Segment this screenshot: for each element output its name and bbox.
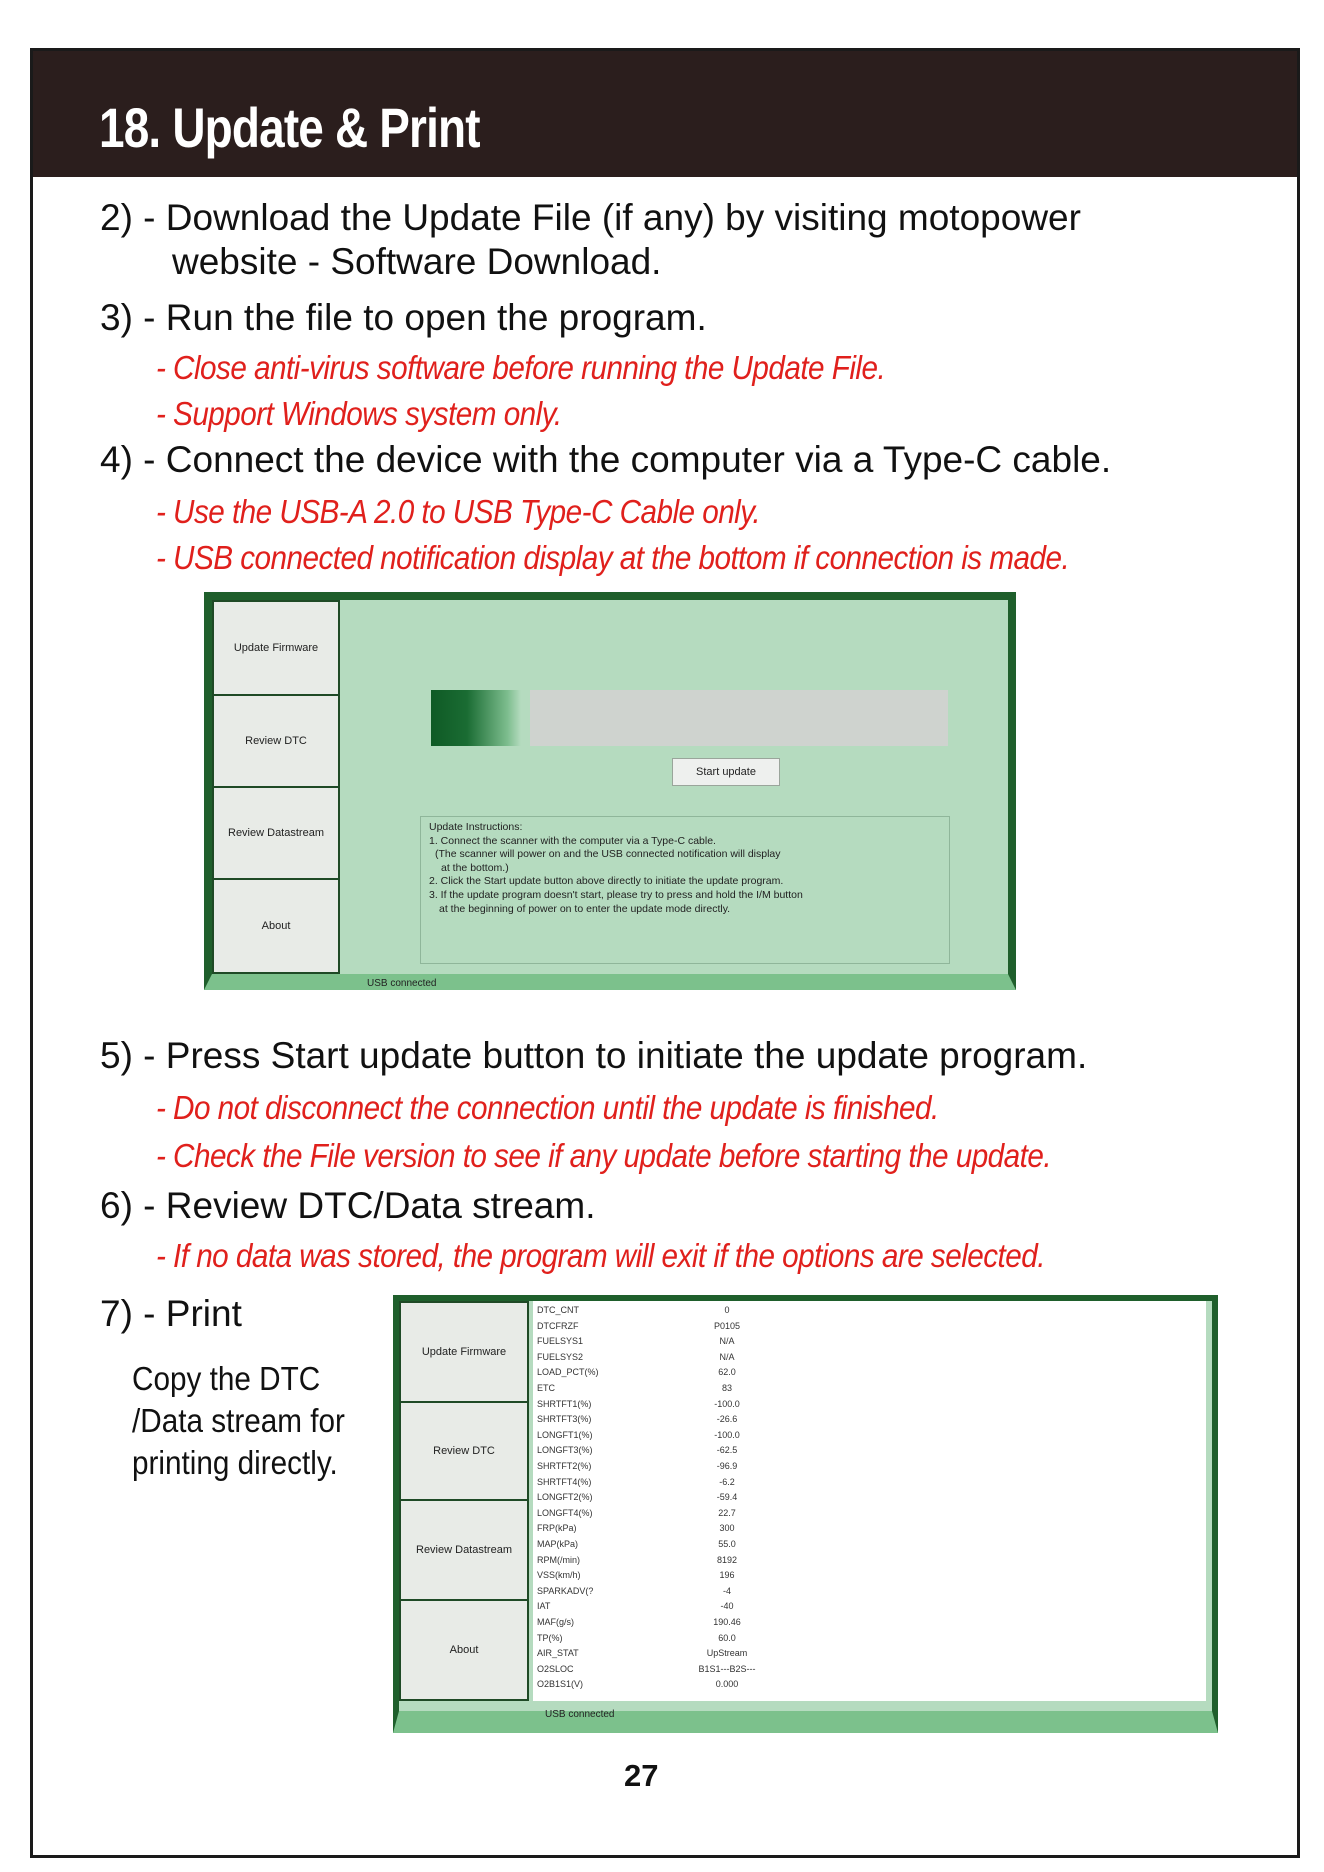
instruction-line: (The scanner will power on and the USB connected notification will display	[435, 848, 781, 861]
step-7-description	[132, 1358, 345, 1484]
datastream-value: 22.7	[718, 1507, 736, 1518]
step-7-desc-line: /Data stream for	[132, 1402, 345, 1439]
datastream-row	[537, 1367, 837, 1379]
step-5-text: 5) - Press Start update button to initiate the update program.	[100, 1035, 1088, 1076]
datastream-value: 55.0	[718, 1539, 736, 1549]
datastream-key: ETC	[537, 1383, 555, 1393]
datastream-row	[537, 1305, 837, 1317]
datastream-row	[537, 1414, 837, 1426]
tab-review-dtc[interactable]: Review DTC	[212, 694, 340, 788]
datastream-value: -62.5	[716, 1445, 738, 1456]
datastream-row	[537, 1508, 837, 1520]
datastream-key: DTC_CNT	[537, 1305, 579, 1315]
datastream-row	[537, 1523, 837, 1535]
datastream-value: 83	[721, 1383, 732, 1393]
instruction-line: at the beginning of power on to enter the update mode directly.	[439, 902, 731, 915]
step-7-desc-line: printing directly.	[132, 1444, 338, 1481]
instruction-line: 3. If the update program doesn't start, please try to press and hold the I/M button	[429, 888, 803, 901]
datastream-value: 60.0	[718, 1632, 736, 1643]
step-2-text: 2) - Download the Update File (if any) by visiting motopower	[100, 197, 1081, 238]
datastream-value: 8192	[716, 1554, 738, 1565]
datastream-row	[537, 1633, 837, 1645]
datastream-key: O2B1S1(V)	[537, 1679, 584, 1690]
datastream-key: FUELSYS2	[537, 1351, 584, 1362]
datastream-value: N/A	[719, 1351, 735, 1362]
step-5-note-1: - Do not disconnect the connection until the update is finished.	[156, 1089, 939, 1126]
datastream-value: 190.46	[713, 1617, 741, 1627]
datastream-value: -59.4	[716, 1492, 738, 1503]
datastream-key: VSS(km/h)	[537, 1570, 581, 1581]
step-4-note-2: - USB connected notification display at the bottom if connection is made.	[156, 539, 1070, 576]
step-6-note-1: - If no data was stored, the program will exit if the options are selected.	[156, 1237, 1045, 1274]
tab-review-datastream[interactable]: Review Datastream	[212, 786, 340, 880]
step-6-text: 6) - Review DTC/Data stream.	[100, 1185, 596, 1226]
datastream-key: SHRTFT2(%)	[537, 1461, 592, 1471]
datastream-row	[537, 1352, 837, 1364]
datastream-row	[537, 1664, 837, 1676]
datastream-value: 62.0	[718, 1367, 736, 1378]
datastream-row	[537, 1477, 837, 1489]
datastream-value: 0.000	[715, 1679, 739, 1690]
datastream-row	[537, 1555, 837, 1567]
tab-about[interactable]: About	[399, 1599, 529, 1701]
datastream-row	[537, 1586, 837, 1598]
header-bar	[33, 51, 1297, 177]
datastream-key: DTCFRZF	[537, 1320, 579, 1331]
datastream-value: N/A	[719, 1336, 735, 1347]
datastream-value: -100.0	[714, 1429, 740, 1440]
datastream-key: LONGFT1(%)	[537, 1429, 593, 1440]
progress-bar-track	[530, 690, 948, 746]
update-instructions	[420, 816, 950, 964]
step-3-text: 3) - Run the file to open the program.	[100, 297, 707, 338]
datastream-row	[537, 1321, 837, 1333]
datastream-key: FUELSYS1	[537, 1336, 584, 1347]
app-tab-list	[212, 600, 340, 974]
datastream-value: 196	[719, 1570, 735, 1581]
tab-update-firmware[interactable]: Update Firmware	[212, 600, 340, 696]
usb-status-text: USB connected	[545, 1709, 615, 1720]
datastream-value: B1S1---B2S---	[698, 1663, 756, 1674]
step-4-note-1: - Use the USB-A 2.0 to USB Type-C Cable only.	[156, 493, 761, 530]
update-firmware-screenshot	[204, 592, 1016, 990]
datastream-key: LONGFT2(%)	[537, 1492, 593, 1503]
datastream-value: -4	[722, 1585, 731, 1596]
datastream-key: FRP(kPa)	[537, 1523, 577, 1534]
datastream-row	[537, 1570, 837, 1582]
datastream-row	[537, 1399, 837, 1411]
datastream-row	[537, 1445, 837, 1457]
tab-review-dtc[interactable]: Review DTC	[399, 1401, 529, 1501]
datastream-key: SPARKADV(?	[537, 1585, 594, 1596]
instruction-line: 1. Connect the scanner with the computer via a Type-C cable.	[429, 834, 716, 847]
datastream-key: LONGFT3(%)	[537, 1445, 593, 1456]
datastream-row	[537, 1679, 837, 1691]
datastream-value: -6.2	[719, 1476, 735, 1487]
datastream-key: O2SLOC	[537, 1663, 574, 1674]
datastream-row	[537, 1461, 837, 1473]
datastream-value: UpStream	[706, 1648, 748, 1659]
datastream-key: SHRTFT3(%)	[537, 1414, 592, 1425]
datastream-value: -40	[720, 1601, 734, 1612]
datastream-row	[537, 1539, 837, 1551]
step-3-note-1: - Close anti-virus software before running the Update File.	[156, 349, 886, 386]
step-7-text: 7) - Print	[100, 1293, 242, 1334]
datastream-value: -96.9	[716, 1461, 738, 1471]
page-number: 27	[624, 1758, 659, 1793]
step-7-desc-line: Copy the DTC	[132, 1360, 321, 1397]
datastream-row	[537, 1648, 837, 1660]
instruction-line: 2. Click the Start update button above directly to initiate the update program.	[429, 875, 784, 888]
datastream-key: SHRTFT1(%)	[537, 1398, 592, 1409]
step-3-note-2: - Support Windows system only.	[156, 395, 562, 432]
datastream-value: -100.0	[714, 1398, 740, 1409]
datastream-key: TP(%)	[537, 1632, 563, 1643]
instruction-line: Update Instructions:	[429, 821, 523, 833]
usb-status-text: USB connected	[367, 978, 437, 989]
step-4-text: 4) - Connect the device with the computer via a Type-C cable.	[100, 439, 1112, 480]
datastream-key: SHRTFT4(%)	[537, 1476, 592, 1487]
datastream-key: MAP(kPa)	[537, 1539, 579, 1549]
start-update-button[interactable]: Start update	[672, 758, 780, 786]
app-tab-list-2	[399, 1301, 529, 1701]
tab-about[interactable]: About	[212, 878, 340, 974]
datastream-value: 300	[719, 1523, 735, 1534]
datastream-value: -26.6	[716, 1414, 738, 1425]
datastream-value: 0	[724, 1305, 730, 1315]
datastream-key: AIR_STAT	[537, 1648, 579, 1659]
datastream-key: LONGFT4(%)	[537, 1507, 593, 1518]
datastream-key: IAT	[537, 1601, 551, 1612]
datastream-key: LOAD_PCT(%)	[537, 1367, 599, 1378]
datastream-row	[537, 1492, 837, 1504]
page-title: 18. Update & Print	[99, 96, 480, 159]
tab-update-firmware[interactable]: Update Firmware	[399, 1301, 529, 1403]
datastream-row	[537, 1336, 837, 1348]
step-5-note-2: - Check the File version to see if any update before starting the update.	[156, 1137, 1052, 1174]
datastream-row	[537, 1617, 837, 1629]
instruction-line: at the bottom.)	[441, 861, 509, 874]
datastream-key: MAF(g/s)	[537, 1617, 574, 1627]
datastream-screenshot	[393, 1295, 1218, 1733]
datastream-panel	[533, 1301, 1206, 1701]
step-2-text-cont: website - Software Download.	[172, 241, 662, 282]
datastream-value: P0105	[713, 1320, 741, 1331]
datastream-row	[537, 1430, 837, 1442]
datastream-key: RPM(/min)	[537, 1554, 580, 1565]
tab-review-datastream[interactable]: Review Datastream	[399, 1499, 529, 1601]
datastream-row	[537, 1601, 837, 1613]
progress-bar-fill	[431, 690, 521, 746]
datastream-row	[537, 1383, 837, 1395]
